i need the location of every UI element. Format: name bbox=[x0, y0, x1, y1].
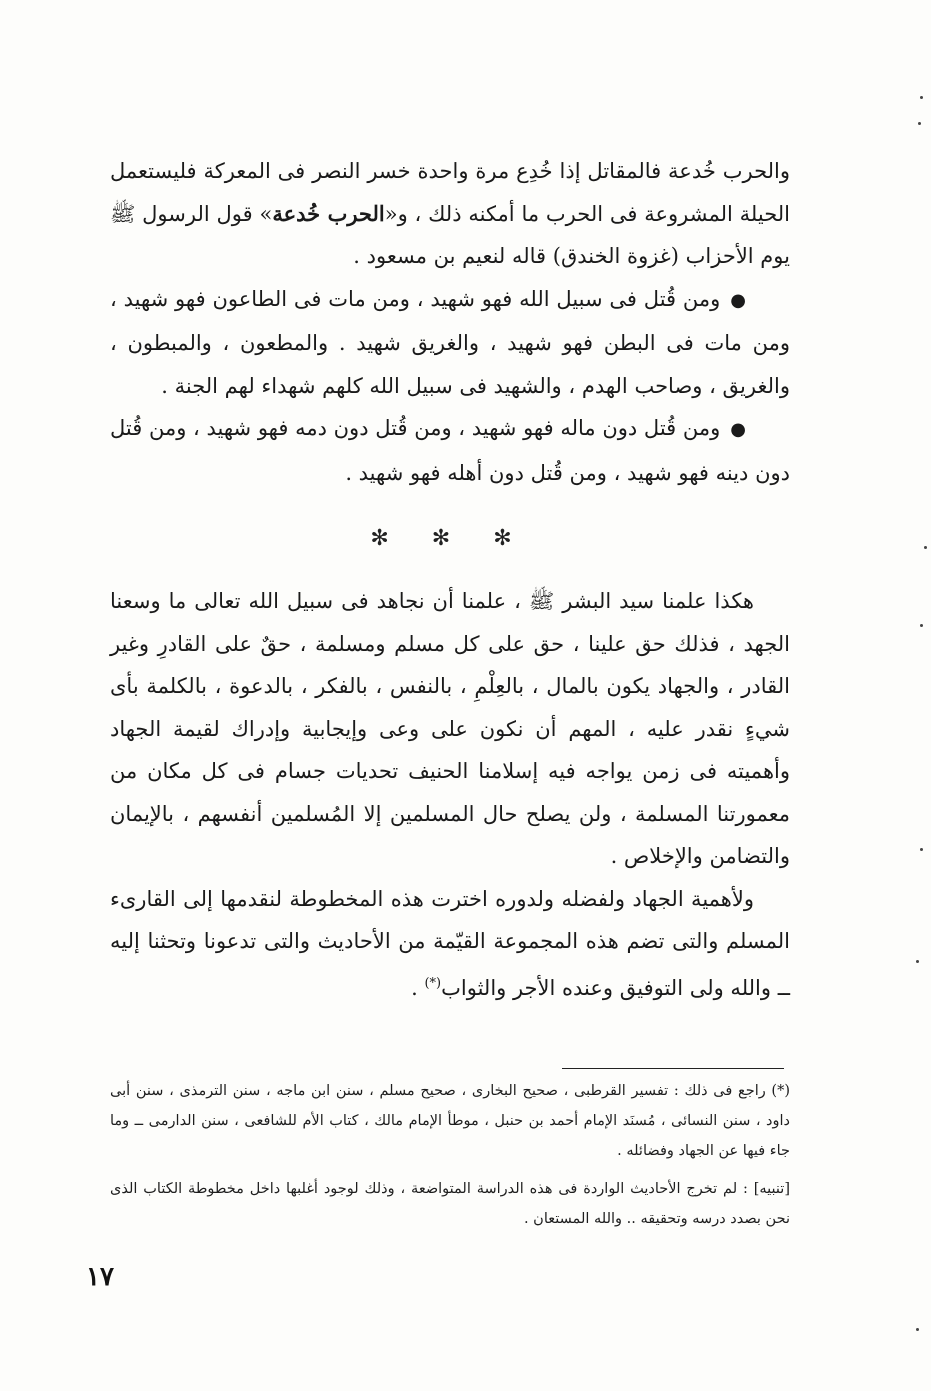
paragraph-text-end: » قول الرسول ﷺ يوم الأحزاب (غزوة الخندق) قاله لنعيم بن مسعود . bbox=[110, 201, 790, 268]
bullet-text: ومن قُتل فى سبيل الله فهو شهيد ، ومن مات فى الطاعون فهو شهيد ، ومن مات فى البطن فهو شهيد ، والغريق شهيد . والمطعون ، والمبطون ، والغريق ، وصاحب الهدم ، والشهيد فى سبيل الله كلهم شهداء لهم الجنة . bbox=[110, 286, 790, 398]
paragraph-text: ولأهمية الجهاد ولفضله ولدوره اخترت هذه المخطوطة لنقدمها إلى القارىء المسلم والتى تضم هذه المجموعة القيّمة من الأحاديث والتى تدعونا وتحثنا إليه ــ والله ولى التوفيق وعنده الأجر والثواب bbox=[110, 886, 790, 1000]
footnote-references: (*) راجع فى ذلك : تفسير القرطبى ، صحيح البخارى ، صحيح مسلم ، سنن ابن ماجه ، سنن الترمذى ، سنن أبى داود ، سنن النسائى ، مُسنَد الإمام أحمد بن حنبل ، موطأ الإمام مالك ، كتاب الأم للشافعى ، سنن الدارمى ــ وما جاء فيها عن الجهاد وفضائله . bbox=[110, 1083, 790, 1159]
bullet-icon: ● bbox=[730, 289, 746, 311]
main-text-body bbox=[110, 150, 790, 1009]
bullet-icon: ● bbox=[730, 419, 746, 440]
scan-speck bbox=[920, 624, 923, 627]
paragraph-manuscript-purpose bbox=[110, 878, 790, 1010]
bullet-text: ومن قُتل دون ماله فهو شهيد ، ومن قُتل دون دمه فهو شهيد ، ومن قُتل دون دينه فهو شهيد ، ومن قُتل دون أهله فهو شهيد . bbox=[110, 416, 790, 485]
scan-speck bbox=[916, 960, 919, 963]
scan-speck bbox=[920, 96, 923, 99]
footnotes bbox=[110, 1076, 790, 1234]
footnote-marker: (*) bbox=[424, 975, 442, 991]
scan-speck bbox=[920, 848, 923, 851]
bullet-item-martyrs bbox=[110, 278, 790, 408]
paragraph-jihad-teaching: هكذا علمنا سيد البشر ﷺ ، علمنا أن نجاهد فى سبيل الله تعالى ما وسعنا الجهد ، فذلك حق علينا ، حق على كل مسلم ومسلمة ، حقٌ على القادرِ وغير القادر ، والجهاد يكون بالمال ، بالعِلْمِ ، بالنفس ، بالفكر ، بالدعوة ، بالكلمة بأى شيءٍ نقدر عليه ، المهم أن نكون على وعى وإيجابية وإدراك لقيمة الجهاد وأهميته فى زمن يواجه فيه إسلامنا الحنيف تحديات جسام فى كل مكان من معمورتنا المسلمة ، ولن يصلح حال المسلمين إلا المُسلمين أنفسهم ، بالإيمان والتضامن والإخلاص . bbox=[110, 589, 790, 868]
scan-speck bbox=[916, 1328, 919, 1331]
bullet-item-killed-defending bbox=[110, 407, 790, 494]
paragraph-text-end: . bbox=[411, 975, 425, 1000]
page-number: ١٧ bbox=[86, 1262, 114, 1292]
bold-quote-al-harb-khudaa: الحرب خُدعة bbox=[272, 200, 385, 226]
asterism-separator: ✻ ✻ ✻ bbox=[370, 526, 530, 551]
paragraph-war-deception bbox=[110, 150, 790, 278]
footnote-notice: [تنبيه] : لم تخرج الأحاديث الواردة فى هذه الدراسة المتواضعة ، وذلك لوجود أغلبها داخل مخطوطة الكتاب الذى نحن بصدد درسه وتحقيقه .. والله المستعان . bbox=[110, 1181, 790, 1227]
scan-speck bbox=[918, 122, 921, 125]
scan-speck bbox=[924, 546, 927, 549]
paragraph-text: والحرب خُدعة فالمقاتل إذا خُدِع مرة واحدة خسر النصر فى المعركة فليستعمل الحيلة المشروعة فى الحرب ما أمكنه ذلك ، و« bbox=[110, 159, 790, 226]
footnote-divider bbox=[562, 1068, 784, 1069]
